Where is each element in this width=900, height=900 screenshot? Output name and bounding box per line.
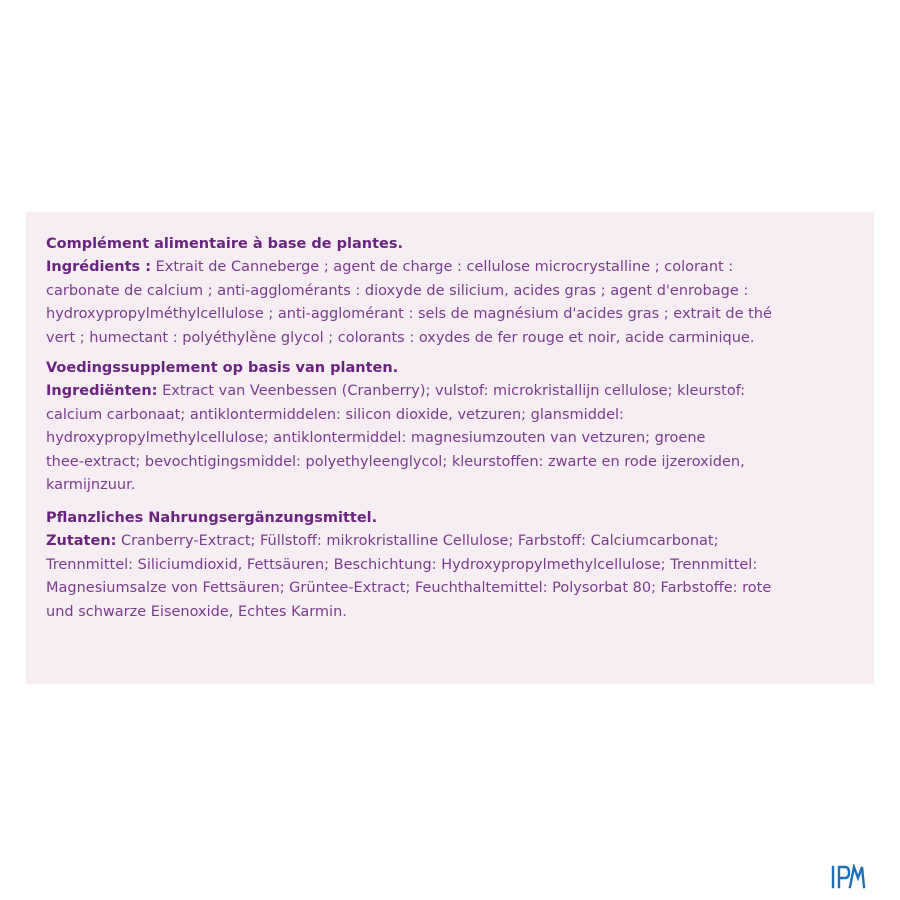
dutch-section — [46, 356, 846, 498]
french-ingredients-label: Ingrédients : — [46, 259, 151, 275]
dutch-ingredients — [46, 380, 846, 498]
german-line-1: Zutaten: Cranberry-Extract; Füllstoff: mikrokristalline Cellulose; Farbstoff: Calciumcarbonat; — [46, 533, 719, 549]
french-ingredients — [46, 256, 846, 350]
dutch-line-4: thee-extract; bevochtigingsmiddel: polyethyleenglycol; kleurstoffen: zwarte en rode ijzeroxiden, — [46, 453, 745, 470]
german-line-2: Trennmittel: Siliciumdioxid, Fettsäuren; Beschichtung: Hydroxypropylmethylcellulose; Trennmittel: — [46, 556, 758, 573]
dutch-ingredients-label: Ingrediënten: — [46, 383, 158, 399]
ingredients-label-panel — [26, 212, 874, 684]
french-heading: Complément alimentaire à base de plantes. — [46, 236, 403, 252]
french-line-3: hydroxypropylméthylcellulose ; anti-agglomérant : sels de magnésium d'acides gras ; extrait de thé — [46, 306, 772, 322]
german-heading: Pflanzliches Nahrungsergänzungsmittel. — [46, 510, 378, 526]
dutch-line-1: Ingrediënten: Extract van Veenbessen (Cranberry); vulstof: microkristallijn cellulose; kleurstof: — [46, 383, 746, 399]
french-line-4: vert ; humectant : polyéthylène glycol ; colorants : oxydes de fer rouge et noir, acide carminique. — [46, 329, 755, 346]
german-line-3: Magnesiumsalze von Fettsäuren; Grüntee-Extract; Feuchthaltemittel: Polysorbat 80; Farbstoffe: rote — [46, 580, 772, 596]
dutch-heading: Voedingssupplement op basis van planten. — [46, 360, 399, 376]
german-line-4: und schwarze Eisenoxide, Echtes Karmin. — [46, 603, 347, 620]
french-line-1: Ingrédients : Extrait de Canneberge ; agent de charge : cellulose microcrystalline ; colorant : — [46, 259, 734, 275]
dutch-line-3: hydroxypropylmethylcellulose; antiklontermiddel: magnesiumzouten van vetzuren; groene — [46, 430, 706, 446]
german-ingredients-label: Zutaten: — [46, 533, 117, 549]
dutch-line-2: calcium carbonaat; antiklontermiddelen: silicon dioxide, vetzuren; glansmiddel: — [46, 406, 624, 423]
french-line-2: carbonate de calcium ; anti-agglomérants : dioxyde de silicium, acides gras ; agent d'enrobage : — [46, 282, 749, 299]
ipm-watermark-logo — [830, 864, 866, 890]
german-ingredients — [46, 530, 846, 624]
dutch-line-5: karmijnzuur. — [46, 477, 136, 493]
french-section — [46, 232, 846, 350]
german-section — [46, 506, 846, 624]
